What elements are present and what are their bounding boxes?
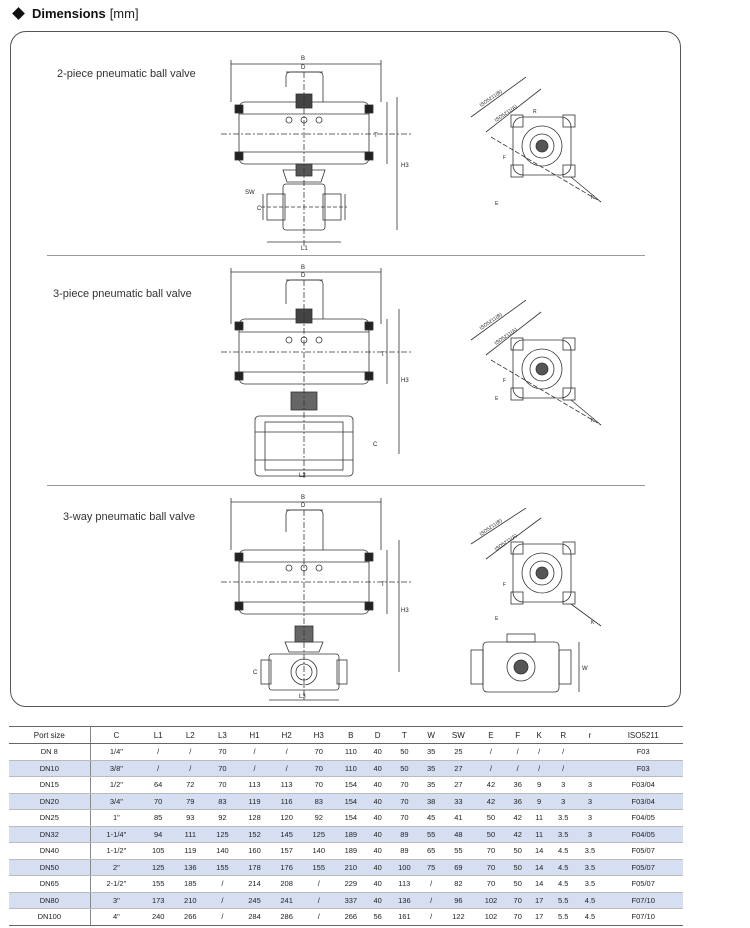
table-cell: 92 (206, 810, 238, 827)
section-header (14, 2, 139, 24)
table-cell: 1-1/2" (90, 843, 142, 860)
table-cell: DN 8 (9, 744, 90, 761)
table-cell: / (174, 744, 206, 761)
dim-label-k: K (591, 620, 595, 626)
table-cell: / (303, 892, 335, 909)
table-cell: 1" (90, 810, 142, 827)
table-cell: 136 (174, 859, 206, 876)
table-row (9, 793, 683, 810)
table-row (9, 777, 683, 794)
table-cell: F05/07 (603, 843, 683, 860)
table-cell: 48 (442, 826, 475, 843)
table-cell: 50 (507, 859, 528, 876)
table-cell: 70 (475, 876, 507, 893)
table-cell: 116 (271, 793, 303, 810)
table-cell: 40 (367, 810, 388, 827)
table-cell: / (174, 760, 206, 777)
table-cell: F03/04 (603, 777, 683, 794)
dim-label-b: B (301, 265, 306, 271)
dim-label-iso-a: ISO5211(A) (493, 326, 519, 347)
table-body (9, 744, 683, 926)
table-cell: / (206, 876, 238, 893)
table-cell: 3" (90, 892, 142, 909)
table-cell: 266 (335, 909, 367, 926)
table-cell: 64 (142, 777, 174, 794)
table-cell: F07/10 (603, 909, 683, 926)
table-header-cell: H1 (238, 727, 270, 744)
table-cell: 89 (388, 843, 420, 860)
table-cell: 2" (90, 859, 142, 876)
table-cell: 3.5 (577, 859, 604, 876)
table-cell: 70 (388, 777, 420, 794)
table-cell: 155 (303, 859, 335, 876)
table-row (9, 760, 683, 777)
table-cell: 229 (335, 876, 367, 893)
table-cell: / (507, 744, 528, 761)
table-cell: 40 (367, 892, 388, 909)
table-header-row (9, 727, 683, 744)
dim-label-f: F (503, 582, 507, 588)
table-cell (577, 744, 604, 761)
table-header-cell: L1 (142, 727, 174, 744)
table-header-cell: Port size (9, 727, 90, 744)
table-cell: / (271, 744, 303, 761)
table-cell: 40 (367, 859, 388, 876)
table-cell: 105 (142, 843, 174, 860)
table-cell: DN10 (9, 760, 90, 777)
dim-label-l3: L3 (299, 694, 306, 700)
table-header-cell: K (528, 727, 549, 744)
table-cell: 110 (335, 760, 367, 777)
dim-label-sw: SW (245, 190, 255, 196)
table-cell: DN40 (9, 843, 90, 860)
table-cell: 2-1/2" (90, 876, 142, 893)
table-cell: F03 (603, 760, 683, 777)
table-cell: / (550, 760, 577, 777)
table-cell: 140 (303, 843, 335, 860)
table-cell: 3 (550, 777, 577, 794)
table-cell: 42 (475, 793, 507, 810)
table-row (9, 909, 683, 926)
table-cell: F05/07 (603, 876, 683, 893)
table-cell: 11 (528, 826, 549, 843)
table-cell: 35 (420, 777, 441, 794)
drawings-panel (10, 31, 681, 707)
table-cell: 70 (388, 793, 420, 810)
table-cell: 17 (528, 909, 549, 926)
table-cell: 70 (142, 793, 174, 810)
table-cell: 266 (174, 909, 206, 926)
table-cell: 3.5 (550, 810, 577, 827)
table-cell: / (420, 892, 441, 909)
table-cell: 40 (367, 760, 388, 777)
table-cell: 17 (528, 892, 549, 909)
table-cell: 1-1/4" (90, 826, 142, 843)
table-cell: 3 (550, 793, 577, 810)
table-cell: 96 (442, 892, 475, 909)
dim-label-b: B (301, 495, 306, 501)
table-cell: 14 (528, 859, 549, 876)
table-cell: F03/04 (603, 793, 683, 810)
table-cell: 45 (420, 810, 441, 827)
table-cell: 70 (206, 760, 238, 777)
dim-label-h3: H3 (401, 608, 409, 614)
table-row (9, 843, 683, 860)
table-cell: 113 (271, 777, 303, 794)
dim-label-t: T (381, 582, 385, 588)
drawing-3way-side (211, 494, 431, 704)
table-cell: 1/2" (90, 777, 142, 794)
table-cell: F03 (603, 744, 683, 761)
dim-label-iso-a: ISO5211(A) (493, 532, 519, 553)
dim-label-c: C (253, 670, 258, 676)
table-cell: 119 (238, 793, 270, 810)
table-header-cell: L2 (174, 727, 206, 744)
table-header-cell: H2 (271, 727, 303, 744)
table-cell: 55 (420, 826, 441, 843)
table-cell: 82 (442, 876, 475, 893)
table-cell: 40 (367, 826, 388, 843)
table-header-cell: H3 (303, 727, 335, 744)
table-cell: 4.5 (550, 843, 577, 860)
table-cell: 4.5 (577, 909, 604, 926)
table-cell: / (238, 744, 270, 761)
table-row (9, 744, 683, 761)
table-cell: 122 (442, 909, 475, 926)
table-cell: 79 (174, 793, 206, 810)
table-cell: 42 (507, 810, 528, 827)
table-cell: 210 (174, 892, 206, 909)
table-cell: 40 (367, 793, 388, 810)
table-cell: 4" (90, 909, 142, 926)
drawing-2piece-side (211, 42, 431, 252)
table-cell: 40 (367, 744, 388, 761)
table-cell: 40 (367, 843, 388, 860)
table-cell: 70 (206, 777, 238, 794)
table-header-cell: W (420, 727, 441, 744)
dim-label-b: B (301, 56, 306, 62)
table-cell: 136 (388, 892, 420, 909)
table-cell: DN20 (9, 793, 90, 810)
table-cell: / (550, 744, 577, 761)
dim-label-t: T (381, 352, 385, 358)
table-cell: 178 (238, 859, 270, 876)
table-cell: / (528, 760, 549, 777)
table-cell: 38 (420, 793, 441, 810)
table-cell: 128 (238, 810, 270, 827)
panel-divider (47, 485, 645, 486)
table-cell: 3.5 (577, 876, 604, 893)
table-cell: 50 (475, 810, 507, 827)
table-cell: F04/05 (603, 810, 683, 827)
table-cell: 42 (475, 777, 507, 794)
table-header-cell: F (507, 727, 528, 744)
table-cell: DN80 (9, 892, 90, 909)
table-cell: 125 (303, 826, 335, 843)
table-cell: 42 (507, 826, 528, 843)
table-cell: 94 (142, 826, 174, 843)
table-cell: 210 (335, 859, 367, 876)
table-cell: 3/4" (90, 793, 142, 810)
table-cell: 113 (388, 876, 420, 893)
table-cell: 245 (238, 892, 270, 909)
table-cell: DN25 (9, 810, 90, 827)
table-cell: 50 (507, 876, 528, 893)
table-cell: 75 (420, 859, 441, 876)
dim-label-l2: L2 (299, 473, 306, 479)
table-header-cell: ISO5211 (603, 727, 683, 744)
table-cell: 102 (475, 909, 507, 926)
table-cell: 33 (442, 793, 475, 810)
table-cell: DN65 (9, 876, 90, 893)
dim-label-iso-b: ISO5211(B) (478, 517, 504, 538)
table-cell: 65 (420, 843, 441, 860)
dim-label-iso-b: ISO5211(B) (478, 88, 504, 109)
table-cell: 102 (475, 892, 507, 909)
table-cell: 155 (142, 876, 174, 893)
table-cell: / (420, 909, 441, 926)
table-cell: 337 (335, 892, 367, 909)
table-row (9, 810, 683, 827)
table-cell: / (303, 909, 335, 926)
table-cell: 1/4" (90, 744, 142, 761)
section-title: Dimensions (32, 5, 106, 21)
table-cell: 176 (271, 859, 303, 876)
table-header-cell: L3 (206, 727, 238, 744)
table-row (9, 826, 683, 843)
table-row (9, 892, 683, 909)
table-cell: 119 (174, 843, 206, 860)
table-cell: 4.5 (577, 892, 604, 909)
table-cell: 70 (475, 859, 507, 876)
table-cell: 152 (238, 826, 270, 843)
table-cell: 125 (142, 859, 174, 876)
dim-label-d: D (301, 273, 306, 279)
diamond-bullet-icon (12, 7, 25, 20)
table-cell: 40 (367, 777, 388, 794)
table-cell: 3.5 (577, 843, 604, 860)
table-cell: 3 (577, 777, 604, 794)
table-header-cell: r (577, 727, 604, 744)
table-cell: / (206, 909, 238, 926)
dim-label-c: C (257, 206, 262, 212)
dim-label-d: D (301, 65, 306, 71)
table-cell: F05/07 (603, 859, 683, 876)
table-cell: 56 (367, 909, 388, 926)
table-cell: 85 (142, 810, 174, 827)
table-cell: 154 (335, 777, 367, 794)
table-cell: 83 (303, 793, 335, 810)
table-cell: 240 (142, 909, 174, 926)
table-cell: 35 (420, 744, 441, 761)
table-cell: / (475, 744, 507, 761)
dim-label-l1: L1 (301, 246, 308, 252)
table-cell: 214 (238, 876, 270, 893)
table-cell: / (303, 876, 335, 893)
table-cell: 161 (388, 909, 420, 926)
table-cell: / (142, 760, 174, 777)
table-cell: F07/10 (603, 892, 683, 909)
table-cell: 284 (238, 909, 270, 926)
table-cell: 69 (442, 859, 475, 876)
table-cell: F04/05 (603, 826, 683, 843)
table-cell: / (475, 760, 507, 777)
table-cell: DN100 (9, 909, 90, 926)
table-cell: 3 (577, 793, 604, 810)
table-cell: 25 (442, 744, 475, 761)
table-header-cell: B (335, 727, 367, 744)
table-cell: 9 (528, 793, 549, 810)
table-cell: 9 (528, 777, 549, 794)
table-cell: 154 (335, 793, 367, 810)
table-row (9, 876, 683, 893)
table-cell: 208 (271, 876, 303, 893)
table-cell: 92 (303, 810, 335, 827)
drawing-2piece-top (451, 77, 621, 207)
table-cell: 3/8" (90, 760, 142, 777)
table-header-cell: C (90, 727, 142, 744)
dim-label-e: E (495, 201, 499, 207)
table-cell: / (271, 760, 303, 777)
table-cell: / (142, 744, 174, 761)
table-cell: 185 (174, 876, 206, 893)
table-cell: 72 (174, 777, 206, 794)
table-header-cell: SW (442, 727, 475, 744)
dim-label-d: D (301, 503, 306, 509)
valve-label-2piece: 2-piece pneumatic ball valve (57, 68, 196, 80)
table-header-cell: D (367, 727, 388, 744)
table-cell: / (528, 744, 549, 761)
table-cell: 89 (388, 826, 420, 843)
table-cell: DN15 (9, 777, 90, 794)
table-cell: 189 (335, 826, 367, 843)
table-cell: 50 (388, 760, 420, 777)
dim-label-iso-b: ISO5211(B) (478, 311, 504, 332)
table-cell: 70 (303, 744, 335, 761)
table-cell: 110 (335, 744, 367, 761)
dim-label-c: C (373, 442, 378, 448)
dim-label-iso-a: ISO5211(A) (493, 103, 519, 124)
table-cell: 36 (507, 793, 528, 810)
table-cell: 70 (303, 760, 335, 777)
dim-label-k: K (591, 418, 595, 424)
table-header-cell: E (475, 727, 507, 744)
table-cell: 113 (238, 777, 270, 794)
table-cell: 70 (206, 744, 238, 761)
panel-divider (47, 255, 645, 256)
valve-label-3piece: 3-piece pneumatic ball valve (53, 288, 192, 300)
table-cell: 36 (507, 777, 528, 794)
table-cell: / (206, 892, 238, 909)
table-cell: / (420, 876, 441, 893)
table-cell: 125 (206, 826, 238, 843)
drawing-3piece-side (211, 264, 431, 479)
table-header-cell: T (388, 727, 420, 744)
section-unit: [mm] (109, 5, 139, 21)
table-cell: 5.5 (550, 892, 577, 909)
table-cell: / (507, 760, 528, 777)
table-cell: 70 (475, 843, 507, 860)
table-cell: 4.5 (550, 876, 577, 893)
table-cell: 3 (577, 826, 604, 843)
table-cell: 14 (528, 876, 549, 893)
table-cell: 4.5 (550, 859, 577, 876)
table-cell: 83 (206, 793, 238, 810)
dim-label-f: F (503, 155, 507, 161)
table-cell: 111 (174, 826, 206, 843)
dimensions-table (9, 726, 683, 926)
table-cell: 173 (142, 892, 174, 909)
table-cell: 189 (335, 843, 367, 860)
table-cell: 120 (271, 810, 303, 827)
table-cell: 40 (367, 876, 388, 893)
drawing-3way-top (451, 508, 621, 628)
dim-label-f: F (503, 378, 507, 384)
table-cell: 155 (206, 859, 238, 876)
drawing-3way-bottom (461, 630, 601, 702)
table-cell: 50 (388, 744, 420, 761)
table-cell: 241 (271, 892, 303, 909)
drawing-3piece-top (451, 300, 621, 430)
table-cell: 11 (528, 810, 549, 827)
table-cell: 55 (442, 843, 475, 860)
table-cell: 50 (475, 826, 507, 843)
table-cell: 3 (577, 810, 604, 827)
table-cell: 27 (442, 777, 475, 794)
dim-label-h3: H3 (401, 378, 409, 384)
table-cell: 157 (271, 843, 303, 860)
table-cell: 140 (206, 843, 238, 860)
table-cell: 286 (271, 909, 303, 926)
table-cell: 27 (442, 760, 475, 777)
table-cell: 145 (271, 826, 303, 843)
table-cell: 5.5 (550, 909, 577, 926)
table-header-cell: R (550, 727, 577, 744)
table-cell: DN32 (9, 826, 90, 843)
dim-label-e: E (495, 396, 499, 402)
table-cell: 160 (238, 843, 270, 860)
table-cell: 3.5 (550, 826, 577, 843)
dim-label-t: T (374, 133, 378, 139)
dim-label-w: W (582, 666, 588, 672)
table-cell: 70 (303, 777, 335, 794)
table-cell: 100 (388, 859, 420, 876)
table-cell: 93 (174, 810, 206, 827)
table-cell: 41 (442, 810, 475, 827)
table-cell: 70 (388, 810, 420, 827)
valve-label-3way: 3-way pneumatic ball valve (63, 511, 196, 523)
dim-label-h3: H3 (401, 163, 409, 169)
table-cell: 70 (507, 892, 528, 909)
table-cell: 50 (507, 843, 528, 860)
table-row (9, 859, 683, 876)
table-cell: DN50 (9, 859, 90, 876)
table-cell: 154 (335, 810, 367, 827)
dim-label-e: E (495, 616, 499, 622)
table-cell: / (238, 760, 270, 777)
table-cell: 35 (420, 760, 441, 777)
table-cell: 14 (528, 843, 549, 860)
dim-label-k: K (591, 195, 595, 201)
dim-label-r: R (533, 109, 537, 115)
table-cell: 70 (507, 909, 528, 926)
table-cell (577, 760, 604, 777)
